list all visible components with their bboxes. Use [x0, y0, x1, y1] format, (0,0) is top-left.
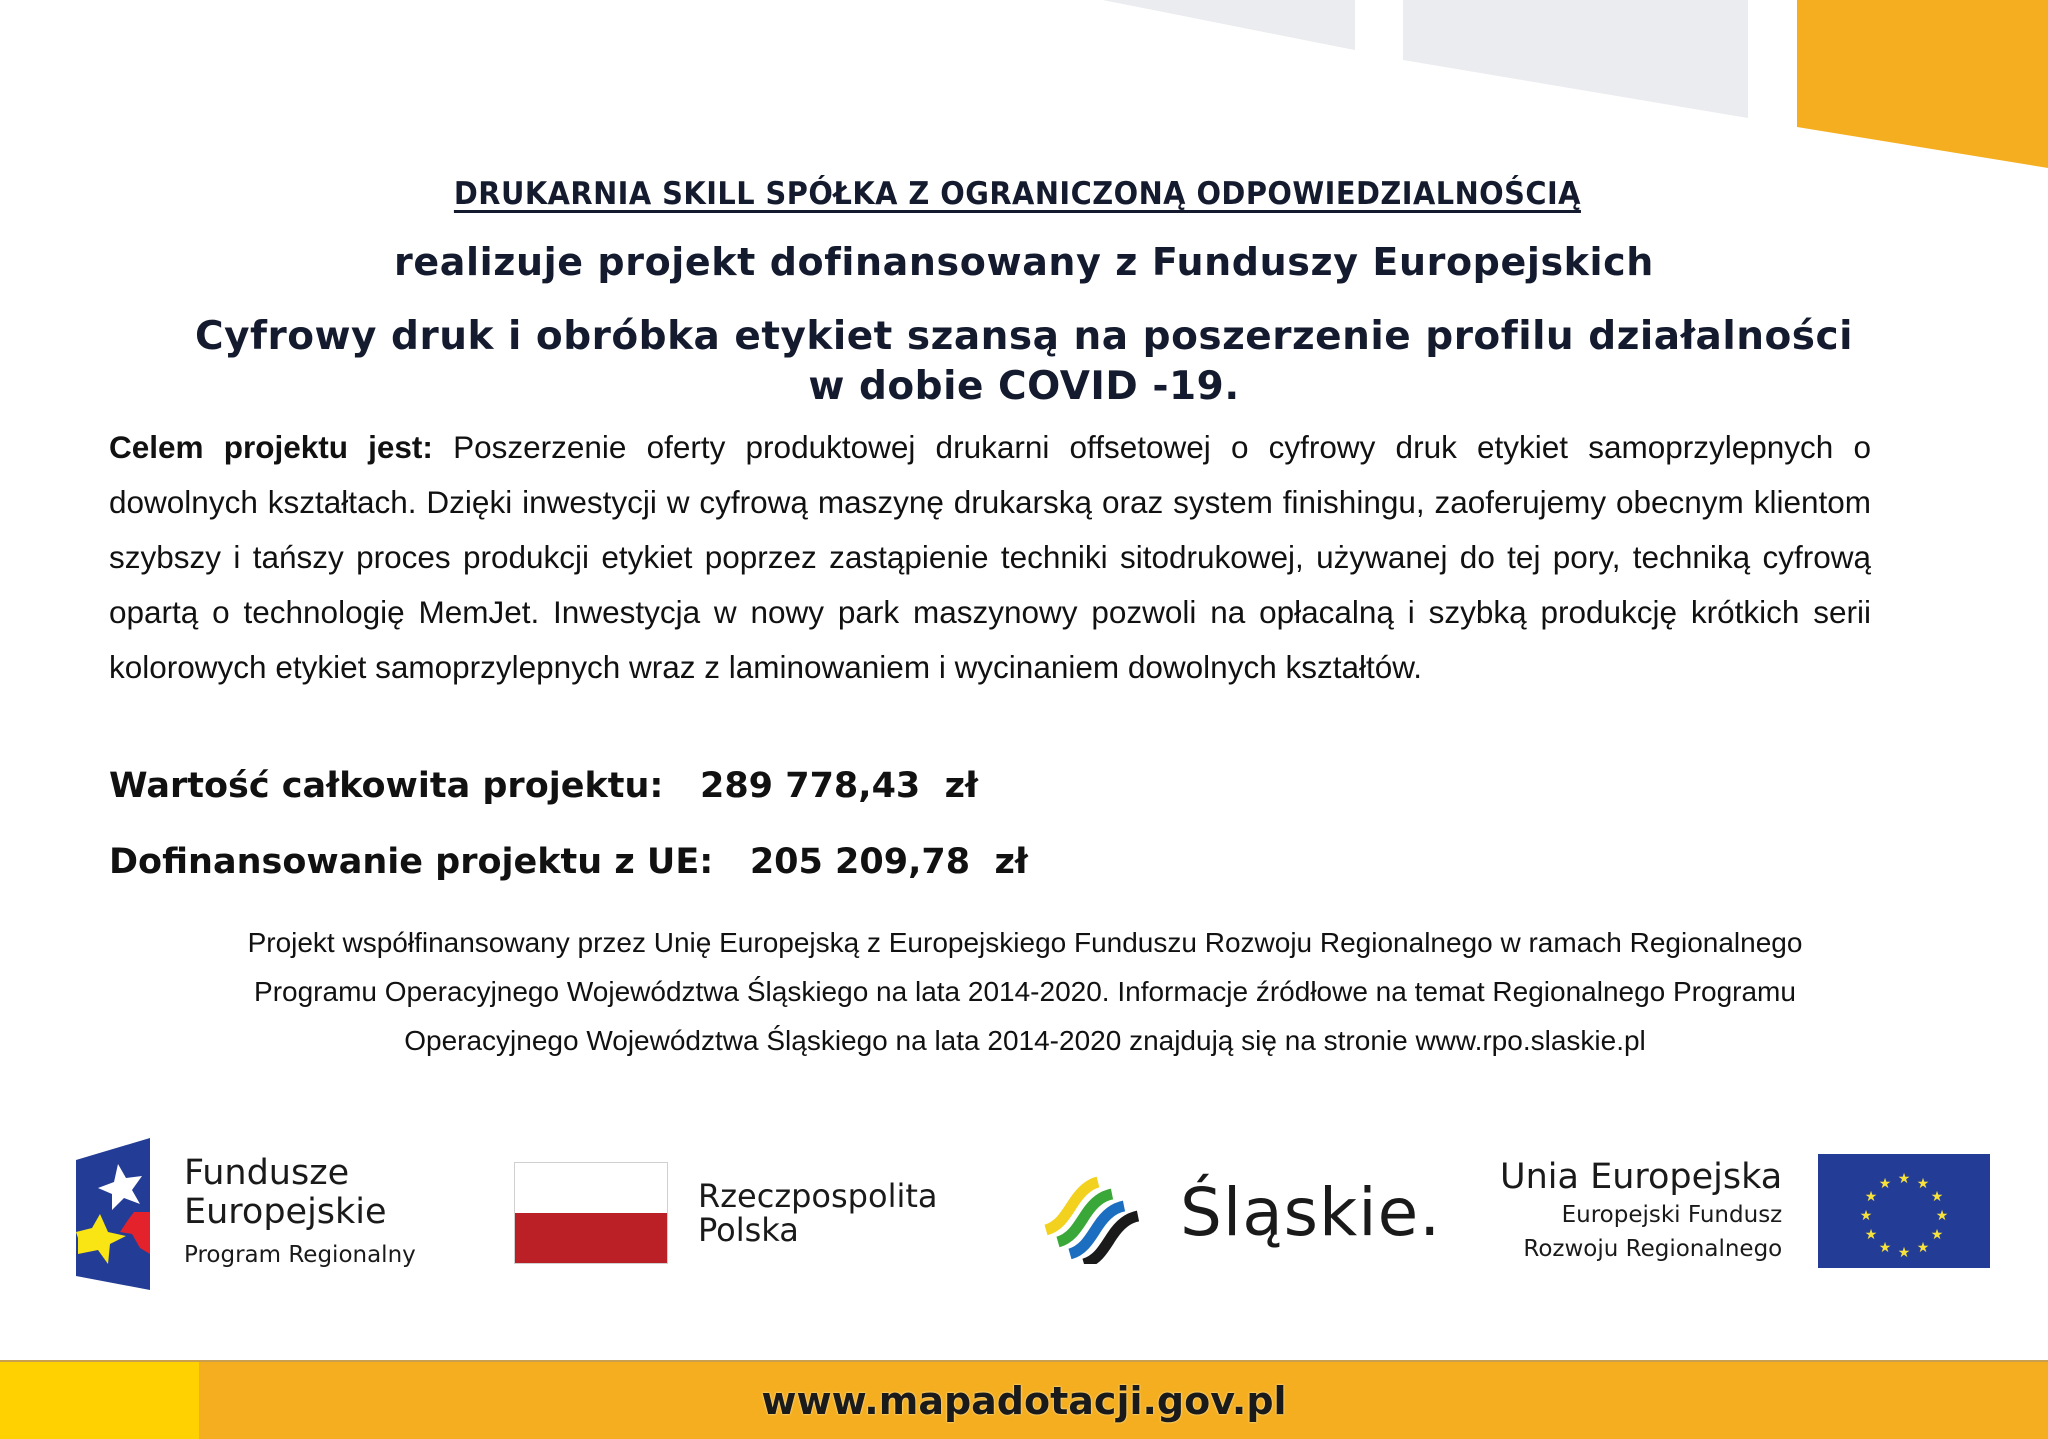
- rp-line-1: Rzeczpospolita: [698, 1177, 938, 1215]
- header-decoration: [0, 0, 2048, 180]
- svg-text:★: ★: [1878, 1240, 1892, 1256]
- svg-text:★: ★: [1935, 1208, 1949, 1224]
- fundusze-line-1: Fundusze: [184, 1153, 350, 1193]
- project-description: [109, 420, 1871, 695]
- svg-text:★: ★: [1897, 1171, 1911, 1187]
- total-value-amount: 289 778,43 zł: [699, 766, 979, 806]
- footer-url-link[interactable]: www.mapadotacji.gov.pl: [761, 1378, 1287, 1423]
- project-title-line-1: Cyfrowy druk i obróbka etykiet szansą na poszerzenie profilu działalności: [194, 314, 1853, 359]
- deco-gray-shape-1: [1103, 0, 1355, 50]
- total-value-row: [109, 766, 978, 806]
- svg-text:★: ★: [1897, 1245, 1911, 1261]
- svg-text:★: ★: [1864, 1189, 1878, 1205]
- description-text: Poszerzenie oferty produktowej drukarni offsetowej o cyfrowy druk etykiet samoprzylepnych o dowolnych kształtach. Dzięki inwestycji w cyfrową maszynę drukarską oraz system finishingu, zaoferujemy obecnym klientom szybszy i tańszy proces produkcji etykiet poprzez zastąpienie techniki sitodrukowej, używanej do tej pory, techniką cyfrową opartą o technologię MemJet. Inwestycja w nowy park maszynowy pozwoli na opłacalną i szybką produkcję krótkich serii kolorowych etykiet samoprzylepnych wraz z laminowaniem i wycinaniem dowolnych kształtów.: [109, 429, 1871, 685]
- company-name: DRUKARNIA SKILL SPÓŁKA Z OGRANICZONĄ ODPOWIEDZIALNOŚCIĄ: [453, 176, 1582, 212]
- svg-text:★: ★: [1916, 1176, 1930, 1192]
- svg-text:★: ★: [1930, 1189, 1944, 1205]
- logo-slaskie: [1040, 1160, 1441, 1264]
- ue-line-1: Unia Europejska: [1500, 1157, 1783, 1197]
- eu-funding-row: [109, 842, 1028, 882]
- deco-gray-shape-1b: [1103, 0, 1355, 50]
- footer-bar: [0, 1360, 2048, 1439]
- ue-line-3: Rozwoju Regionalnego: [1523, 1236, 1783, 1262]
- total-value-label: Wartość całkowita projektu:: [109, 766, 664, 806]
- logo-rzeczpospolita-polska: [514, 1162, 938, 1264]
- polish-flag-icon: [514, 1162, 668, 1264]
- svg-text:★: ★: [1864, 1227, 1878, 1243]
- logo-unia-europejska: [1500, 1154, 1990, 1268]
- description-lead-label: Celem projektu jest:: [109, 429, 433, 465]
- project-title-line-2: w dobie COVID -19.: [808, 364, 1240, 409]
- cofinancing-statement: [130, 918, 1920, 1065]
- svg-text:★: ★: [1916, 1240, 1930, 1256]
- svg-text:★: ★: [1930, 1227, 1944, 1243]
- project-title: [0, 312, 2048, 412]
- eu-flag-icon: [1818, 1154, 1990, 1268]
- cofinancing-line-2: Programu Operacyjnego Województwa Śląskiego na lata 2014-2020. Informacje źródłowe na temat Regionalnego Programu: [254, 976, 1796, 1007]
- deco-gray-shape-2: [1403, 0, 1748, 118]
- logo-fundusze-europejskie: [74, 1138, 416, 1290]
- cofinancing-line-1: Projekt współfinansowany przez Unię Europejską z Europejskiego Funduszu Rozwoju Regionalnego w ramach Regionalnego: [247, 927, 1803, 958]
- subheading: realizuje projekt dofinansowany z Funduszy Europejskich: [394, 240, 1654, 284]
- eu-funding-label: Dofinansowanie projektu z UE:: [109, 842, 714, 882]
- fundusze-line-2: Europejskie: [184, 1192, 387, 1232]
- cofinancing-line-3: Operacyjnego Województwa Śląskiego na lata 2014-2020 znajdują się na stronie www.rpo.slaskie.pl: [404, 1025, 1646, 1056]
- ue-line-2: Europejski Fundusz: [1561, 1202, 1783, 1228]
- svg-text:★: ★: [1859, 1208, 1873, 1224]
- fundusze-line-3: Program Regionalny: [184, 1242, 416, 1268]
- slaskie-waves-icon: [1040, 1160, 1144, 1264]
- rp-line-2: Polska: [698, 1211, 799, 1249]
- svg-text:★: ★: [1878, 1176, 1892, 1192]
- fundusze-europejskie-stars-icon: [74, 1138, 152, 1290]
- deco-orange-shape: [1797, 0, 2048, 168]
- slaskie-name: Śląskie.: [1180, 1173, 1442, 1251]
- eu-funding-amount: 205 209,78 zł: [749, 842, 1028, 882]
